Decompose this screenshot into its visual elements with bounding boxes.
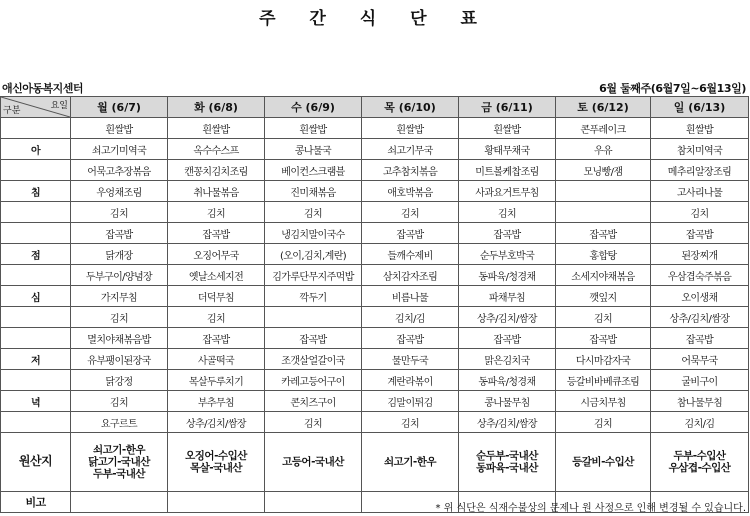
corner-label-category: 구분 — [3, 106, 21, 116]
menu-item: 흰쌀밥 — [265, 118, 362, 139]
origin-cell — [556, 433, 651, 492]
menu-item: 김치 — [265, 202, 362, 223]
note-label: 비고 — [1, 492, 71, 513]
day-header: 일 (6/13) — [651, 97, 749, 118]
day-header: 금 (6/11) — [459, 97, 556, 118]
menu-item: 잡곡밥 — [362, 328, 459, 349]
menu-item: 등갈비바베큐조림 — [556, 370, 651, 391]
menu-item: 쇠고기미역국 — [71, 139, 168, 160]
origin-line: 두부-수입산 — [673, 449, 726, 462]
meal-label-spacer — [1, 328, 71, 349]
menu-item: 김치 — [459, 202, 556, 223]
menu-item: 우삼겹숙주볶음 — [651, 265, 749, 286]
origin-cell — [651, 433, 749, 492]
menu-item: 동파육/청경채 — [459, 265, 556, 286]
meal-label: 심 — [1, 286, 71, 307]
menu-item: (오이,김치,계란) — [265, 244, 362, 265]
menu-item: 잡곡밥 — [265, 328, 362, 349]
origin-line: 고등어-국내산 — [282, 455, 344, 468]
origin-line: 등갈비-수입산 — [572, 455, 634, 468]
menu-item: 잡곡밥 — [556, 328, 651, 349]
week-label: 6월 둘째주(6월7일~6월13일) — [599, 82, 746, 95]
origin-line: 쇠고기-한우 — [383, 455, 437, 468]
day-header: 화 (6/8) — [168, 97, 265, 118]
origin-line: 목살-국내산 — [189, 462, 243, 474]
meal-label-spacer — [1, 265, 71, 286]
weekly-menu-table — [0, 96, 749, 513]
menu-item: 참나물무침 — [651, 391, 749, 412]
menu-item: 김치 — [556, 307, 651, 328]
menu-item: 맑은김치국 — [459, 349, 556, 370]
menu-item: 조갯살얼갈이국 — [265, 349, 362, 370]
origin-cell — [71, 433, 168, 492]
menu-item: 쇠고기무국 — [362, 139, 459, 160]
menu-row — [1, 118, 749, 139]
menu-item: 고추참치볶음 — [362, 160, 459, 181]
menu-item: 오징어무국 — [168, 244, 265, 265]
meal-label-spacer — [1, 202, 71, 223]
menu-item: 잡곡밥 — [71, 223, 168, 244]
meal-label: 저 — [1, 349, 71, 370]
menu-item: 옛날소세지전 — [168, 265, 265, 286]
menu-item: 김치 — [71, 307, 168, 328]
origin-line: 동파육-국내산 — [476, 462, 538, 474]
menu-row — [1, 160, 749, 181]
menu-item: 시금치무침 — [556, 391, 651, 412]
origin-row — [1, 433, 749, 492]
origin-line: 순두부-국내산 — [476, 449, 538, 462]
meal-label-spacer — [1, 160, 71, 181]
menu-item: 비름나물 — [362, 286, 459, 307]
menu-item: 김치/김 — [362, 307, 459, 328]
meal-label-spacer — [1, 118, 71, 139]
menu-item: 김치 — [265, 412, 362, 433]
menu-item: 잡곡밥 — [459, 328, 556, 349]
meal-label: 녁 — [1, 391, 71, 412]
menu-item: 김치 — [71, 391, 168, 412]
menu-item: 냉김치말이국수 — [265, 223, 362, 244]
menu-item: 더덕무침 — [168, 286, 265, 307]
menu-item: 굴비구이 — [651, 370, 749, 391]
menu-item: 김치/김 — [651, 412, 749, 433]
menu-item — [556, 202, 651, 223]
menu-item: 부추무침 — [168, 391, 265, 412]
menu-item: 김치 — [71, 202, 168, 223]
origin-cell — [362, 433, 459, 492]
menu-row — [1, 265, 749, 286]
menu-item: 잡곡밥 — [168, 223, 265, 244]
menu-item — [556, 181, 651, 202]
menu-row — [1, 307, 749, 328]
meal-label-spacer — [1, 370, 71, 391]
menu-item: 깻잎지 — [556, 286, 651, 307]
menu-item: 김치 — [362, 202, 459, 223]
note-cell — [265, 492, 362, 513]
menu-row — [1, 391, 749, 412]
menu-item: 흰쌀밥 — [168, 118, 265, 139]
menu-item: 메추리알장조림 — [651, 160, 749, 181]
day-header: 월 (6/7) — [71, 97, 168, 118]
menu-row — [1, 370, 749, 391]
menu-item — [265, 307, 362, 328]
menu-item: 들깨수제비 — [362, 244, 459, 265]
menu-item: 잡곡밥 — [651, 223, 749, 244]
meal-label: 아 — [1, 139, 71, 160]
menu-item: 잡곡밥 — [651, 328, 749, 349]
menu-item: 상추/김치/쌈장 — [651, 307, 749, 328]
menu-item: 사골떡국 — [168, 349, 265, 370]
menu-item: 목살두루치기 — [168, 370, 265, 391]
origin-cell — [168, 433, 265, 492]
menu-item: 잡곡밥 — [362, 223, 459, 244]
menu-item: 닭강정 — [71, 370, 168, 391]
menu-item: 사과요거트무침 — [459, 181, 556, 202]
header-row — [1, 97, 749, 118]
meal-label-spacer — [1, 412, 71, 433]
meal-label: 침 — [1, 181, 71, 202]
corner-label-day: 요일 — [50, 101, 68, 111]
menu-item: 김가루단무지주먹밥 — [265, 265, 362, 286]
origin-line: 오징어-수입산 — [185, 449, 247, 462]
footnote: * 위 식단은 식재수불상의 문제나 원 사정으로 인해 변경될 수 있습니다. — [435, 503, 746, 514]
menu-row — [1, 244, 749, 265]
day-header: 수 (6/9) — [265, 97, 362, 118]
menu-item: 참치미역국 — [651, 139, 749, 160]
menu-item: 황태무채국 — [459, 139, 556, 160]
menu-item: 콘푸레이크 — [556, 118, 651, 139]
menu-item: 순두부호박국 — [459, 244, 556, 265]
origin-line: 닭고기-국내산 — [88, 455, 150, 468]
menu-item: 베이컨스크램블 — [265, 160, 362, 181]
menu-item: 된장찌개 — [651, 244, 749, 265]
menu-item: 진미채볶음 — [265, 181, 362, 202]
menu-item: 김치 — [651, 202, 749, 223]
menu-item: 김치 — [168, 307, 265, 328]
menu-item: 잡곡밥 — [459, 223, 556, 244]
menu-item: 동파육/청경채 — [459, 370, 556, 391]
menu-item: 소세지야채볶음 — [556, 265, 651, 286]
menu-item: 상추/김치/쌈장 — [168, 412, 265, 433]
menu-row — [1, 286, 749, 307]
menu-row — [1, 412, 749, 433]
menu-item: 모닝빵/잼 — [556, 160, 651, 181]
menu-row — [1, 328, 749, 349]
menu-item: 멸치야채볶음밥 — [71, 328, 168, 349]
menu-item: 김말이튀김 — [362, 391, 459, 412]
note-cell — [71, 492, 168, 513]
menu-item: 파채무침 — [459, 286, 556, 307]
menu-item: 취나물볶음 — [168, 181, 265, 202]
menu-item: 오이생채 — [651, 286, 749, 307]
menu-item: 요구르트 — [71, 412, 168, 433]
menu-item: 홍합탕 — [556, 244, 651, 265]
menu-item: 흰쌀밥 — [651, 118, 749, 139]
menu-item: 고사리나물 — [651, 181, 749, 202]
menu-item: 잡곡밥 — [168, 328, 265, 349]
menu-item: 김치 — [168, 202, 265, 223]
menu-item: 상추/김치/쌈장 — [459, 412, 556, 433]
menu-item: 닭개장 — [71, 244, 168, 265]
note-cell — [168, 492, 265, 513]
meal-label-spacer — [1, 307, 71, 328]
menu-item: 옥수수스프 — [168, 139, 265, 160]
menu-row — [1, 139, 749, 160]
menu-item: 잡곡밥 — [556, 223, 651, 244]
menu-item: 콩나물국 — [265, 139, 362, 160]
day-header: 목 (6/10) — [362, 97, 459, 118]
meal-label: 점 — [1, 244, 71, 265]
page-title: 주 간 식 단 표 — [259, 9, 491, 29]
menu-item: 우유 — [556, 139, 651, 160]
menu-item: 콘치즈구이 — [265, 391, 362, 412]
menu-item: 어묵고추장볶음 — [71, 160, 168, 181]
menu-item: 계란라볶이 — [362, 370, 459, 391]
menu-item: 어묵무국 — [651, 349, 749, 370]
origin-cell — [459, 433, 556, 492]
meal-label-spacer — [1, 223, 71, 244]
menu-item: 미트볼케찹조림 — [459, 160, 556, 181]
origin-line: 두부-국내산 — [92, 468, 146, 481]
origin-label: 원산지 — [1, 433, 71, 492]
menu-item: 김치 — [362, 412, 459, 433]
day-header: 토 (6/12) — [556, 97, 651, 118]
menu-item: 캔꽁치김치조림 — [168, 160, 265, 181]
menu-item: 콩나물무침 — [459, 391, 556, 412]
menu-item: 가지무침 — [71, 286, 168, 307]
menu-item: 흰쌀밥 — [362, 118, 459, 139]
menu-item: 물만두국 — [362, 349, 459, 370]
menu-row — [1, 349, 749, 370]
menu-item: 우엉채조림 — [71, 181, 168, 202]
menu-item: 애호박볶음 — [362, 181, 459, 202]
menu-item: 삼치감자조림 — [362, 265, 459, 286]
menu-item: 김치 — [556, 412, 651, 433]
origin-line: 우삼겹-수입산 — [668, 462, 731, 474]
menu-item: 흰쌀밥 — [459, 118, 556, 139]
menu-row — [1, 223, 749, 244]
menu-item: 흰쌀밥 — [71, 118, 168, 139]
menu-item: 상추/김치/쌈장 — [459, 307, 556, 328]
origin-cell — [265, 433, 362, 492]
menu-item: 유부팽이된장국 — [71, 349, 168, 370]
menu-row — [1, 202, 749, 223]
menu-item: 카레고등어구이 — [265, 370, 362, 391]
menu-item: 두부구이/양념장 — [71, 265, 168, 286]
menu-item: 다시마감자국 — [556, 349, 651, 370]
corner-cell — [1, 97, 71, 118]
menu-row — [1, 181, 749, 202]
center-name: 애신아동복지센터 — [2, 82, 84, 95]
menu-item: 깍두기 — [265, 286, 362, 307]
origin-line: 쇠고기-한우 — [92, 443, 146, 456]
